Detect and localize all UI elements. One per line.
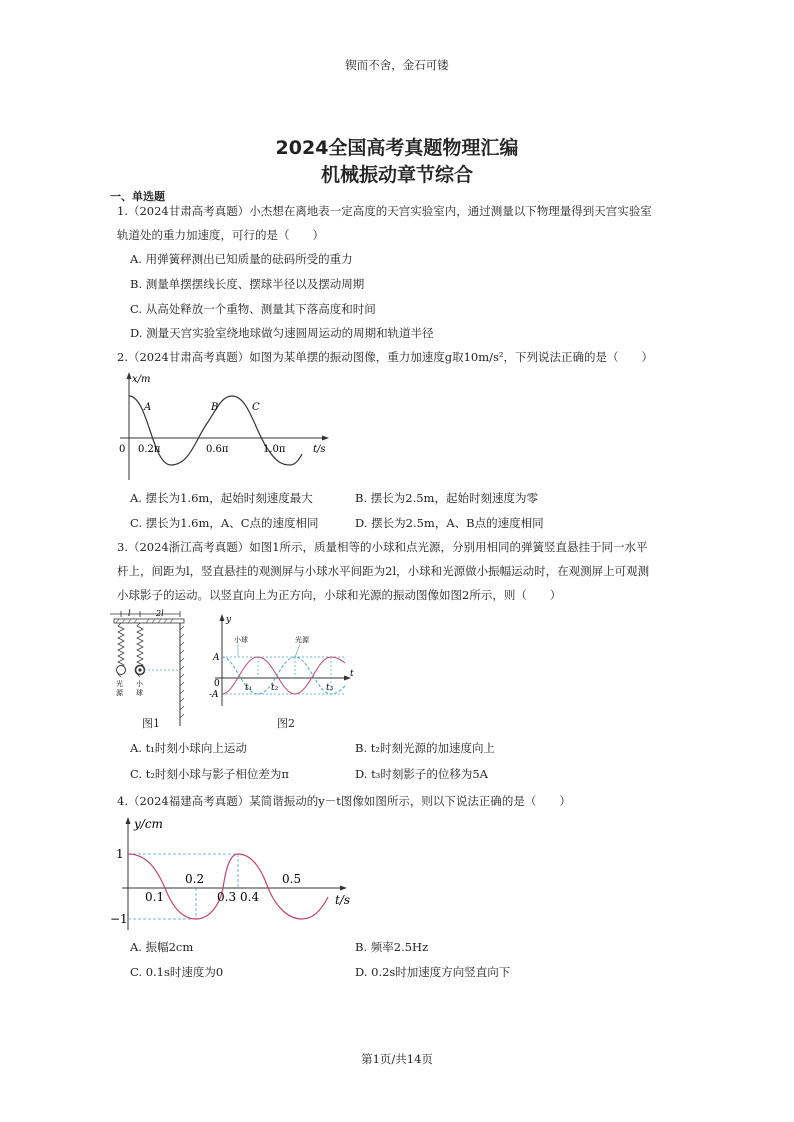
q4-option-c: C. 0.1s时速度为0 [130, 965, 224, 979]
q3-fig2-legend-ball: 小球 [234, 636, 248, 644]
q2-point-a: A [144, 402, 152, 413]
q3-fig2-amp-neg: -A [209, 690, 219, 700]
q4-stem-line1: 4.（2024福建高考真题）某简谐振动的y－t图像如图所示，则以下说法正确的是（ ） [117, 794, 571, 808]
q2-option-b: B. 摆长为2.5m，起始时刻速度为零 [355, 491, 538, 505]
q4-tick-0.5: 0.5 [282, 872, 302, 886]
q3-option-b: B. t₂时刻光源的加速度向上 [355, 741, 495, 755]
q2-tick-0.6pi: 0.6π [206, 444, 229, 455]
q2-option-d: D. 摆长为2.5m，A、B点的速度相同 [355, 516, 544, 530]
q3-fig2-legend-light: 光源 [295, 636, 309, 644]
q3-fig2-tick-t2: t₂ [271, 683, 279, 693]
q2-tick-0.2pi: 0.2π [138, 444, 161, 455]
q2-y-arrow [127, 372, 132, 379]
q4-ymax-label: 1 [116, 847, 124, 861]
q3-fig2-tick-t3: t₃ [326, 683, 334, 693]
q2-oscillation-graph [110, 368, 340, 483]
q3-fig2-origin: 0 [214, 679, 220, 689]
page-header: 锲而不舍，金石可镂 [345, 58, 449, 72]
q1-stem-line1: 1.（2024甘肃高考真题）小杰想在离地表一定高度的天宫实验室内，通过测量以下物理量得到天宫实验室 [117, 204, 652, 218]
q3-fig2-tick-t1: t₁ [245, 683, 253, 693]
q1-option-a: A. 用弹簧秤测出已知质量的砝码所受的重力 [130, 252, 353, 266]
q4-x-label: t/s [335, 893, 351, 907]
q1-stem-line2: 轨道处的重力加速度，可行的是（ ） [117, 228, 324, 242]
q4-tick-0.1: 0.1 [145, 890, 165, 904]
q4-ymin-label: −1 [110, 912, 128, 926]
q4-oscillation-graph [110, 812, 360, 932]
q3-label-ball-char2: 球 [136, 689, 143, 697]
q3-dim-l: l [128, 609, 131, 618]
q3-figure1-apparatus [108, 608, 193, 728]
q1-option-c: C. 从高处释放一个重物、测量其下落高度和时间 [130, 302, 376, 316]
q3-figure2-graph [205, 610, 360, 710]
q4-y-label: y/cm [134, 817, 163, 831]
q4-option-b: B. 频率2.5Hz [355, 940, 429, 954]
q3-stem-line2: 杆上，间距为l，竖直悬挂的观测屏与小球水平间距为2l，小球和光源做小振幅运动时，在观测屏上可观测 [117, 564, 650, 578]
q3-fig2-y-label: y [226, 615, 232, 625]
q3-label-light-char1: 光 [116, 680, 123, 688]
q4-tick-0.4: 0.4 [240, 890, 260, 904]
q1-option-b: B. 测量单摆摆线长度、摆球半径以及摆动周期 [130, 277, 365, 291]
paper-subtitle: 机械振动章节综合 [320, 164, 473, 186]
q4-option-a: A. 振幅2cm [130, 940, 194, 954]
page-footer: 第1页/共14页 [361, 1052, 433, 1066]
q3-option-d: D. t₃时刻影子的位移为5A [355, 767, 488, 781]
q3-option-a: A. t₁时刻小球向上运动 [130, 741, 247, 755]
q3-figure2-caption: 图2 [277, 717, 295, 730]
q3-light-source [117, 666, 126, 675]
q2-x-arrow [322, 436, 329, 441]
q3-figure1-caption: 图1 [142, 717, 160, 730]
q2-point-c: C [252, 402, 260, 413]
q2-option-a: A. 摆长为1.6m，起始时刻速度最大 [130, 491, 313, 505]
section-heading: 一、单选题 [110, 190, 165, 203]
q3-fig2-amp-pos: A [213, 653, 220, 663]
q3-stem-line1: 3.（2024浙江高考真题）如图1所示，质量相等的小球和点光源，分别用相同的弹簧竖直悬挂于同一水平 [117, 540, 648, 554]
q4-tick-0.2: 0.2 [185, 872, 205, 886]
q2-stem-line1: 2.（2024甘肃高考真题）如图为某单摆的振动图像，重力加速度g取10m/s²，下列说法正确的是（ ） [117, 350, 654, 364]
q3-dim-2l: 2l [156, 609, 164, 618]
q2-point-b: B [211, 402, 219, 413]
q2-y-label: x/m [132, 374, 151, 385]
q1-option-d: D. 测量天宫实验室绕地球做匀速圆周运动的周期和轨道半径 [130, 326, 434, 340]
q2-tick-1.0pi: 1.0π [263, 444, 286, 455]
q2-option-c: C. 摆长为1.6m，A、C点的速度相同 [130, 516, 319, 530]
q4-oscillation-curve [128, 854, 328, 919]
q3-stem-line3: 小球影子的运动。以竖直向上为正方向，小球和光源的振动图像如图2所示，则（ ） [117, 588, 562, 602]
q3-label-light-char2: 源 [116, 689, 123, 697]
q3-option-c: C. t₂时刻小球与影子相位差为π [130, 767, 289, 781]
q2-x-label: t/s [313, 444, 326, 455]
paper-title: 2024全国高考真题物理汇编 [275, 137, 519, 159]
q4-tick-0.3: 0.3 [217, 890, 237, 904]
q4-option-d: D. 0.2s时加速度方向竖直向下 [355, 965, 511, 979]
q2-origin-label: 0 [119, 444, 126, 455]
q3-fig2-x-label: t [350, 669, 354, 679]
q3-screen-hatching [180, 626, 184, 718]
q3-label-ball-char1: 小 [136, 680, 143, 688]
